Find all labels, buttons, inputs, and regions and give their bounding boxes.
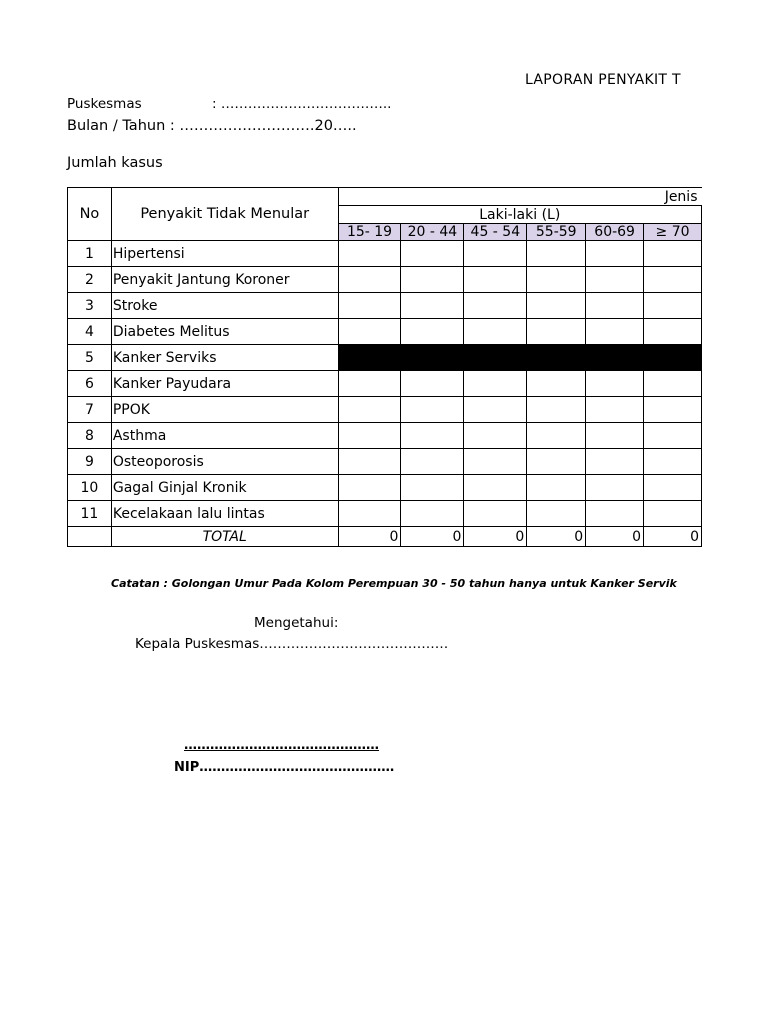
data-cell[interactable] [527, 293, 586, 319]
data-cell[interactable] [644, 293, 702, 319]
blocked-cell [527, 345, 586, 371]
data-cell[interactable] [401, 397, 464, 423]
data-cell[interactable] [401, 501, 464, 527]
disease-name: PPOK [111, 397, 338, 423]
data-cell[interactable] [644, 267, 702, 293]
data-cell[interactable] [464, 267, 527, 293]
total-row [68, 527, 702, 547]
age-header: ≥ 70 [644, 224, 702, 241]
puskesmas-line [67, 96, 392, 112]
data-cell[interactable] [586, 475, 644, 501]
row-number: 2 [68, 267, 112, 293]
bulan-tahun-line: Bulan / Tahun : ……………………….20….. [67, 118, 357, 134]
row-number: 3 [68, 293, 112, 319]
row-number: 7 [68, 397, 112, 423]
total-value: 0 [644, 527, 702, 547]
disease-name: Asthma [111, 423, 338, 449]
puskesmas-label: Puskesmas [67, 96, 142, 112]
row-number: 9 [68, 449, 112, 475]
data-cell[interactable] [401, 319, 464, 345]
age-header: 15- 19 [338, 224, 401, 241]
table-row [68, 293, 702, 319]
data-cell[interactable] [644, 241, 702, 267]
blocked-cell [464, 345, 527, 371]
total-no-cell [68, 527, 112, 547]
data-cell[interactable] [464, 241, 527, 267]
table-row [68, 501, 702, 527]
data-cell[interactable] [586, 293, 644, 319]
data-cell[interactable] [338, 267, 401, 293]
data-cell[interactable] [464, 449, 527, 475]
data-cell[interactable] [586, 241, 644, 267]
signature-name-line: ……………………………………… [184, 738, 379, 753]
blocked-cell [401, 345, 464, 371]
table-row [68, 475, 702, 501]
table-row [68, 423, 702, 449]
row-number: 8 [68, 423, 112, 449]
data-cell[interactable] [586, 449, 644, 475]
data-cell[interactable] [338, 371, 401, 397]
data-cell[interactable] [464, 423, 527, 449]
data-cell[interactable] [401, 371, 464, 397]
data-cell[interactable] [644, 371, 702, 397]
age-header: 60-69 [586, 224, 644, 241]
data-cell[interactable] [401, 293, 464, 319]
disease-name: Diabetes Melitus [111, 319, 338, 345]
data-cell[interactable] [401, 449, 464, 475]
blocked-cell [586, 345, 644, 371]
data-cell[interactable] [586, 423, 644, 449]
data-cell[interactable] [338, 241, 401, 267]
row-number: 10 [68, 475, 112, 501]
table-row [68, 241, 702, 267]
total-value: 0 [401, 527, 464, 547]
data-cell[interactable] [338, 501, 401, 527]
data-cell[interactable] [586, 319, 644, 345]
data-cell[interactable] [586, 371, 644, 397]
disease-name: Penyakit Jantung Koroner [111, 267, 338, 293]
data-cell[interactable] [338, 397, 401, 423]
mengetahui-label: Mengetahui: [254, 615, 339, 631]
data-cell[interactable] [338, 293, 401, 319]
age-header: 20 - 44 [401, 224, 464, 241]
header-penyakit: Penyakit Tidak Menular [111, 188, 338, 241]
data-cell[interactable] [338, 319, 401, 345]
data-cell[interactable] [401, 241, 464, 267]
data-cell[interactable] [527, 267, 586, 293]
blocked-cell [338, 345, 401, 371]
data-cell[interactable] [464, 501, 527, 527]
data-cell[interactable] [644, 449, 702, 475]
table-row [68, 397, 702, 423]
total-value: 0 [338, 527, 401, 547]
table-row [68, 371, 702, 397]
header-laki-laki: Laki-laki (L) [338, 206, 701, 224]
data-cell[interactable] [586, 501, 644, 527]
data-cell[interactable] [644, 423, 702, 449]
data-cell[interactable] [464, 397, 527, 423]
row-number: 6 [68, 371, 112, 397]
total-value: 0 [586, 527, 644, 547]
data-cell[interactable] [527, 241, 586, 267]
row-number: 5 [68, 345, 112, 371]
blocked-cell [644, 345, 702, 371]
row-number: 4 [68, 319, 112, 345]
disease-name: Osteoporosis [111, 449, 338, 475]
data-cell[interactable] [464, 319, 527, 345]
data-cell[interactable] [527, 501, 586, 527]
age-header: 45 - 54 [464, 224, 527, 241]
header-no: No [68, 188, 112, 241]
data-cell[interactable] [338, 475, 401, 501]
data-cell[interactable] [338, 449, 401, 475]
table-row [68, 345, 702, 371]
disease-name: Kecelakaan lalu lintas [111, 501, 338, 527]
disease-name: Gagal Ginjal Kronik [111, 475, 338, 501]
data-cell[interactable] [464, 293, 527, 319]
table-row [68, 267, 702, 293]
data-cell[interactable] [644, 319, 702, 345]
disease-name: Kanker Serviks [111, 345, 338, 371]
table-row [68, 449, 702, 475]
data-cell[interactable] [527, 397, 586, 423]
total-value: 0 [464, 527, 527, 547]
row-number: 1 [68, 241, 112, 267]
kepala-puskesmas-label: Kepala Puskesmas…………………………………… [135, 636, 449, 652]
data-cell[interactable] [464, 475, 527, 501]
data-cell[interactable] [401, 267, 464, 293]
disease-name: Kanker Payudara [111, 371, 338, 397]
disease-name: Hipertensi [111, 241, 338, 267]
data-cell[interactable] [401, 423, 464, 449]
total-label: TOTAL [111, 527, 338, 547]
report-title: LAPORAN PENYAKIT T [525, 72, 681, 88]
table-row [68, 319, 702, 345]
data-cell[interactable] [644, 397, 702, 423]
data-cell[interactable] [644, 501, 702, 527]
data-cell[interactable] [527, 319, 586, 345]
data-cell[interactable] [527, 449, 586, 475]
data-cell[interactable] [527, 423, 586, 449]
disease-table [67, 187, 702, 547]
data-cell[interactable] [527, 371, 586, 397]
data-cell[interactable] [338, 423, 401, 449]
nip-line: NIP……………………………………… [174, 760, 395, 775]
jumlah-kasus-label: Jumlah kasus [67, 155, 163, 171]
age-header: 55-59 [527, 224, 586, 241]
data-cell[interactable] [527, 475, 586, 501]
total-value: 0 [527, 527, 586, 547]
data-cell[interactable] [401, 475, 464, 501]
data-cell[interactable] [464, 371, 527, 397]
disease-name: Stroke [111, 293, 338, 319]
data-cell[interactable] [586, 397, 644, 423]
data-cell[interactable] [644, 475, 702, 501]
header-jenis: Jenis [338, 188, 701, 206]
data-cell[interactable] [586, 267, 644, 293]
row-number: 11 [68, 501, 112, 527]
catatan-note: Catatan : Golongan Umur Pada Kolom Perempuan 30 - 50 tahun hanya untuk Kanker Servik [111, 577, 677, 590]
puskesmas-value: : ……………………………….. [212, 96, 392, 112]
